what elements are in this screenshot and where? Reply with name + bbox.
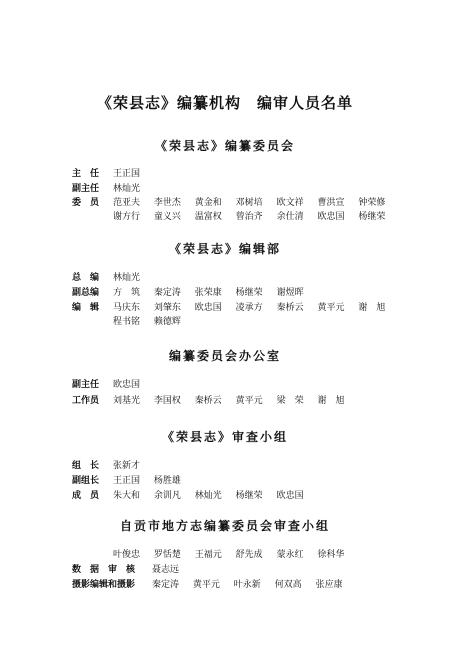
person-name: 谢 旭 [358, 303, 386, 313]
person-name: 何双高 [274, 580, 302, 590]
person-name: 谢方行 [113, 212, 141, 222]
name-list [152, 578, 354, 592]
person-name: 黄平元 [235, 396, 263, 406]
name-list [152, 563, 190, 577]
person-name: 余仕清 [276, 212, 304, 222]
person-name: 钟荣修 [358, 198, 386, 208]
person-name: 曾治齐 [235, 212, 263, 222]
person-name: 杨胜雄 [153, 476, 181, 486]
person-name: 童义兴 [153, 212, 181, 222]
name-list [113, 167, 151, 181]
name-list [113, 182, 151, 196]
person-name: 方 筑 [113, 288, 141, 298]
person-name: 黄金和 [194, 198, 222, 208]
person-name: 刘肇东 [153, 303, 181, 313]
person-name: 林灿光 [113, 273, 141, 283]
person-name: 黄平元 [317, 303, 345, 313]
person-name: 温富权 [194, 212, 222, 222]
person-name: 邓树培 [235, 198, 263, 208]
person-name: 曹洪宣 [317, 198, 345, 208]
person-name: 黄平元 [192, 580, 220, 590]
person-name: 凌承方 [235, 303, 263, 313]
role-label: 副主任 [72, 380, 100, 390]
person-name: 徐科华 [317, 550, 345, 560]
role-label: 主 任 [72, 169, 100, 179]
person-name: 李国权 [153, 396, 181, 406]
person-name: 秦定涛 [153, 288, 181, 298]
person-name: 谢 旭 [317, 396, 345, 406]
page-title: 《荣县志》编纂机构 编审人员名单 [96, 94, 353, 112]
person-name: 欧文祥 [276, 198, 304, 208]
name-list [113, 286, 315, 300]
person-name: 张荣康 [194, 288, 222, 298]
person-name: 程书铭 [113, 317, 141, 327]
person-name: 王正国 [113, 169, 141, 179]
section-title-review-group: 《荣县志》审查小组 [161, 430, 288, 444]
section-title-editorial-department: 《荣县志》编辑部 [168, 242, 281, 256]
person-name: 赖德辉 [153, 317, 181, 327]
name-list [113, 474, 192, 488]
name-list [113, 378, 151, 392]
role-label: 总 编 [72, 273, 100, 283]
name-list [113, 315, 192, 329]
name-list [113, 301, 396, 315]
name-list [113, 548, 355, 562]
person-name: 罗恬楚 [153, 550, 181, 560]
person-name: 欧忠国 [113, 380, 141, 390]
person-name: 杨继荣 [235, 288, 263, 298]
person-name: 欧忠国 [317, 212, 345, 222]
person-name: 秦桥云 [194, 396, 222, 406]
role-label: 数 据 审 核 [72, 565, 136, 575]
role-label: 摄影编辑和摄影 [72, 580, 136, 590]
role-label: 编 辑 [72, 303, 100, 313]
person-name: 王福元 [194, 550, 222, 560]
name-list [113, 459, 151, 473]
person-name: 刘基光 [113, 396, 141, 406]
role-label: 副总编 [72, 288, 100, 298]
role-label: 副主任 [72, 184, 100, 194]
person-name: 朱大和 [113, 491, 141, 501]
name-list [113, 196, 396, 210]
name-list [113, 489, 315, 503]
name-list [113, 271, 151, 285]
person-name: 林灿光 [113, 184, 141, 194]
person-name: 叶永新 [233, 580, 261, 590]
person-name: 余训凡 [153, 491, 181, 501]
person-name: 聂志远 [152, 565, 180, 575]
person-name: 梁 荣 [276, 396, 304, 406]
section-title-committee-office: 编纂委员会办公室 [168, 349, 281, 363]
person-name: 欧忠国 [194, 303, 222, 313]
role-label: 委 员 [72, 198, 100, 208]
person-name: 王正国 [113, 476, 141, 486]
person-name: 蒙永红 [276, 550, 304, 560]
person-name: 杨继荣 [235, 491, 263, 501]
person-name: 杨继荣 [358, 212, 386, 222]
person-name: 林灿光 [194, 491, 222, 501]
role-label: 成 员 [72, 491, 100, 501]
role-label: 副组长 [72, 476, 100, 486]
person-name: 叶俊忠 [113, 550, 141, 560]
person-name: 欧忠国 [276, 491, 304, 501]
person-name: 张新才 [113, 461, 141, 471]
section-title-city-review-group: 自贡市地方志编纂委员会审查小组 [119, 519, 330, 533]
name-list [113, 210, 396, 224]
section-title-editorial-committee: 《荣县志》编纂委员会 [154, 139, 295, 153]
person-name: 舒先成 [235, 550, 263, 560]
person-name: 范亚夫 [113, 198, 141, 208]
person-name: 马庆东 [113, 303, 141, 313]
person-name: 谢煜晖 [276, 288, 304, 298]
person-name: 张应康 [315, 580, 343, 590]
person-name: 李世杰 [153, 198, 181, 208]
person-name: 秦桥云 [276, 303, 304, 313]
role-label: 工作员 [72, 396, 100, 406]
name-list [113, 394, 355, 408]
person-name: 秦定涛 [152, 580, 180, 590]
role-label: 组 长 [72, 461, 100, 471]
